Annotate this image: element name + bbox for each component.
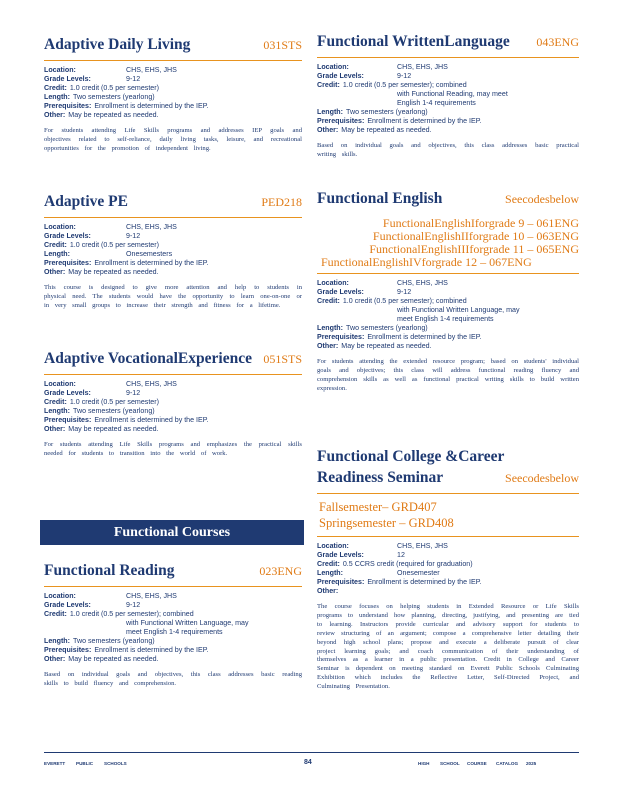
- course-details: [317, 63, 579, 135]
- course-title-row: [44, 193, 302, 218]
- credit-label: Credit:: [44, 84, 67, 92]
- length-label: Length:: [317, 324, 344, 332]
- location-value: CHS, EHS, JHS: [126, 380, 177, 388]
- grades-label: Grade Levels:: [44, 232, 91, 240]
- prereq-value: Enrollment is determined by the IEP.: [94, 102, 209, 110]
- course-title: Functional WrittenLanguage: [317, 33, 510, 50]
- credit-label: Credit:: [317, 297, 340, 305]
- other-label: Other:: [317, 126, 339, 134]
- course-description: Based on individual goals and objectives, this class addresses basic reading skills to build fluency and comprehension.: [44, 671, 302, 687]
- other-value: May be repeated as needed.: [68, 268, 159, 276]
- course-functional-college-career-readiness: [317, 448, 579, 692]
- course-title-row: [44, 562, 302, 587]
- semester-code-line: Fallsemester– GRD407: [319, 500, 437, 514]
- location-label: Location:: [44, 66, 76, 74]
- course-title-row: [44, 36, 302, 61]
- course-description: Based on individual goals and objectives, this class addresses basic practical writing skills.: [317, 142, 579, 158]
- prereq-label: Prerequisites:: [317, 117, 365, 125]
- prereq-label: Prerequisites:: [44, 259, 92, 267]
- credit-value: 1.0 credit (0.5 per semester); combined: [342, 297, 467, 305]
- location-label: Location:: [44, 223, 76, 231]
- grades-label: Grade Levels:: [44, 75, 91, 83]
- course-title-row: [317, 33, 579, 58]
- grade-code-line: FunctionalEnglishIforgrade 9 – 061ENG: [382, 216, 579, 230]
- prereq-label: Prerequisites:: [44, 102, 92, 110]
- grades-label: Grade Levels:: [317, 72, 364, 80]
- credit-label: Credit:: [317, 81, 340, 89]
- credit-value-line3: meet English 1-4 requirements: [397, 315, 494, 323]
- length-value: Onesemesters: [126, 250, 173, 258]
- location-value: CHS, EHS, JHS: [126, 223, 177, 231]
- semester-code-list: [317, 493, 579, 537]
- credit-value: 0.5 CCRS credit (required for graduation): [342, 560, 473, 568]
- credit-value-line2: with Functional Written Language, may: [126, 619, 249, 627]
- other-label: Other:: [44, 111, 66, 119]
- location-value: CHS, EHS, JHS: [126, 592, 177, 600]
- course-description: This course is designed to give more attention and help to students in physical need. The students would have the opportunity to learn one-on-one or in very small groups to increase their strength and fitness for a lifetime.: [44, 284, 302, 309]
- credit-label: Credit:: [317, 560, 340, 568]
- grade-code-line: FunctionalEnglishIVforgrade 12 – 067ENG: [321, 255, 532, 269]
- length-value: Onesemester: [397, 569, 440, 577]
- course-title-row: [317, 190, 579, 208]
- course-description: For students attending Life Skills programs and addresses IEP goals and objectives related to self-reliance, daily living tasks, leisure, and recreational opportunities for the promotion of independent living.: [44, 127, 302, 152]
- credit-value: 1.0 credit (0.5 per semester): [69, 241, 159, 249]
- course-code: 051STS: [263, 352, 302, 366]
- location-label: Location:: [317, 63, 349, 71]
- location-value: CHS, EHS, JHS: [126, 66, 177, 74]
- footer-word: SCHOOLS: [104, 761, 127, 766]
- other-label: Other:: [44, 425, 66, 433]
- credit-label: Credit:: [44, 398, 67, 406]
- grade-code-line: FunctionalEnglishIIIforgrade 11 – 065ENG: [369, 242, 579, 256]
- credit-value: 1.0 credit (0.5 per semester): [69, 84, 159, 92]
- course-functional-reading: [44, 562, 302, 688]
- credit-value: 1.0 credit (0.5 per semester): [69, 398, 159, 406]
- prereq-label: Prerequisites:: [44, 416, 92, 424]
- grades-label: Grade Levels:: [44, 601, 91, 609]
- location-label: Location:: [317, 542, 349, 550]
- course-code: Seecodesbelow: [505, 471, 579, 485]
- course-adaptive-daily-living: [44, 36, 302, 153]
- course-title-line2: Readiness Seminar: [317, 469, 444, 486]
- footer-word: CATALOG: [496, 761, 519, 766]
- course-title: Adaptive Daily Living: [44, 36, 191, 53]
- grades-label: Grade Levels:: [317, 551, 364, 559]
- course-details: [44, 592, 302, 664]
- length-label: Length:: [317, 569, 344, 577]
- semester-code-line: Springsemester – GRD408: [319, 516, 454, 530]
- length-value: Two semesters (yearlong): [73, 93, 155, 101]
- grades-value: 9-12: [126, 389, 141, 397]
- other-value: May be repeated as needed.: [68, 655, 159, 663]
- course-code: Seecodesbelow: [505, 192, 579, 206]
- course-code: 043ENG: [536, 35, 579, 49]
- course-code: 023ENG: [259, 564, 302, 578]
- grades-label: Grade Levels:: [44, 389, 91, 397]
- prereq-label: Prerequisites:: [44, 646, 92, 654]
- credit-value-line3: English 1-4 requirements: [397, 99, 476, 107]
- section-banner: Functional Courses: [40, 520, 304, 545]
- location-label: Location:: [44, 592, 76, 600]
- course-description: The course focuses on helping students in Extended Resource or Life Skills programs to understand how planning, directing, justifying, and presenting are tied to learning. Instructors provide curricular and advisory support for students to review structuring of an argument; compose a comprehensive letter detailing their beyond high school plans; propose and execute a deliberate pursuit of clear project learning goals; and coach communication of their understanding of themselves as a learner in a public presentation. Credit in College and Career Seminar is dependent on meeting standard on Everett Public Schools Culminating Exhibition which includes the Reflective Letter, Self-Directed Project, and Culminating Presentation.: [317, 603, 579, 691]
- length-value: Two semesters (yearlong): [73, 637, 155, 645]
- course-title-row: [44, 350, 302, 375]
- prereq-value: Enrollment is determined by the IEP.: [94, 646, 209, 654]
- course-functional-english: [317, 190, 579, 393]
- footer-word: SCHOOL: [440, 761, 460, 766]
- length-value: Two semesters (yearlong): [73, 407, 155, 415]
- footer-word: 2025: [526, 761, 537, 766]
- credit-value-line2: with Functional Reading, may meet: [397, 90, 508, 98]
- credit-label: Credit:: [44, 610, 67, 618]
- course-title-row: [317, 469, 579, 487]
- credit-value: 1.0 credit (0.5 per semester); combined: [342, 81, 467, 89]
- prereq-value: Enrollment is determined by the IEP.: [367, 578, 482, 586]
- course-title: Functional English: [317, 190, 443, 207]
- other-value: May be repeated as needed.: [68, 111, 159, 119]
- course-description: For students attending Life Skills programs and emphasizes the practical skills needed for students to transition into the world of work.: [44, 441, 302, 457]
- location-value: CHS, EHS, JHS: [397, 542, 448, 550]
- course-title: Adaptive VocationalExperience: [44, 350, 252, 367]
- course-details: [44, 223, 302, 277]
- footer-rule: [44, 752, 579, 753]
- location-value: CHS, EHS, JHS: [397, 279, 448, 287]
- grades-value: 9-12: [126, 601, 141, 609]
- grades-value: 12: [397, 551, 405, 559]
- other-value: May be repeated as needed.: [341, 342, 432, 350]
- location-label: Location:: [44, 380, 76, 388]
- grades-value: 9-12: [397, 72, 412, 80]
- length-label: Length:: [44, 93, 71, 101]
- prereq-value: Enrollment is determined by the IEP.: [367, 117, 482, 125]
- prereq-label: Prerequisites:: [317, 578, 365, 586]
- page-number: 84: [304, 759, 312, 766]
- course-code: PED218: [261, 195, 302, 209]
- course-details: [317, 542, 579, 596]
- grade-code-list: [317, 217, 579, 274]
- course-title: Adaptive PE: [44, 193, 128, 210]
- prereq-value: Enrollment is determined by the IEP.: [94, 259, 209, 267]
- location-label: Location:: [317, 279, 349, 287]
- prereq-value: Enrollment is determined by the IEP.: [94, 416, 209, 424]
- other-value: May be repeated as needed.: [68, 425, 159, 433]
- credit-value-line2: with Functional Written Language, may: [397, 306, 520, 314]
- course-adaptive-pe: [44, 193, 302, 310]
- length-label: Length:: [44, 637, 71, 645]
- prereq-value: Enrollment is determined by the IEP.: [367, 333, 482, 341]
- course-details: [317, 279, 579, 351]
- credit-label: Credit:: [44, 241, 67, 249]
- footer-word: HIGH: [418, 761, 430, 766]
- grade-code-line: FunctionalEnglishIIforgrade 10 – 063ENG: [372, 229, 579, 243]
- course-title: Functional Reading: [44, 562, 175, 579]
- other-label: Other:: [317, 587, 339, 595]
- course-functional-written-language: [317, 33, 579, 159]
- length-label: Length:: [44, 250, 71, 258]
- other-value: May be repeated as needed.: [341, 126, 432, 134]
- course-adaptive-vocational-experience: [44, 350, 302, 458]
- credit-value-line3: meet English 1-4 requirements: [126, 628, 223, 636]
- other-label: Other:: [317, 342, 339, 350]
- course-title-line1: Functional College &Career: [317, 448, 505, 465]
- footer-word: EVERETT: [44, 761, 66, 766]
- prereq-label: Prerequisites:: [317, 333, 365, 341]
- length-value: Two semesters (yearlong): [346, 108, 428, 116]
- course-code: 031STS: [263, 38, 302, 52]
- credit-value: 1.0 credit (0.5 per semester); combined: [69, 610, 194, 618]
- footer-word: PUBLIC: [76, 761, 94, 766]
- length-value: Two semesters (yearlong): [346, 324, 428, 332]
- length-label: Length:: [317, 108, 344, 116]
- grades-value: 9-12: [126, 75, 141, 83]
- course-details: [44, 66, 302, 120]
- other-label: Other:: [44, 268, 66, 276]
- grades-label: Grade Levels:: [317, 288, 364, 296]
- footer-word: COURSE: [467, 761, 487, 766]
- length-label: Length:: [44, 407, 71, 415]
- course-description: For students attending the extended resource program; based on students' individual goals and objectives; this class will address functional reading fluency and comprehension skills as well as functional practical writing skills to build written expression.: [317, 358, 579, 392]
- grades-value: 9-12: [397, 288, 412, 296]
- course-details: [44, 380, 302, 434]
- grades-value: 9-12: [126, 232, 141, 240]
- other-label: Other:: [44, 655, 66, 663]
- location-value: CHS, EHS, JHS: [397, 63, 448, 71]
